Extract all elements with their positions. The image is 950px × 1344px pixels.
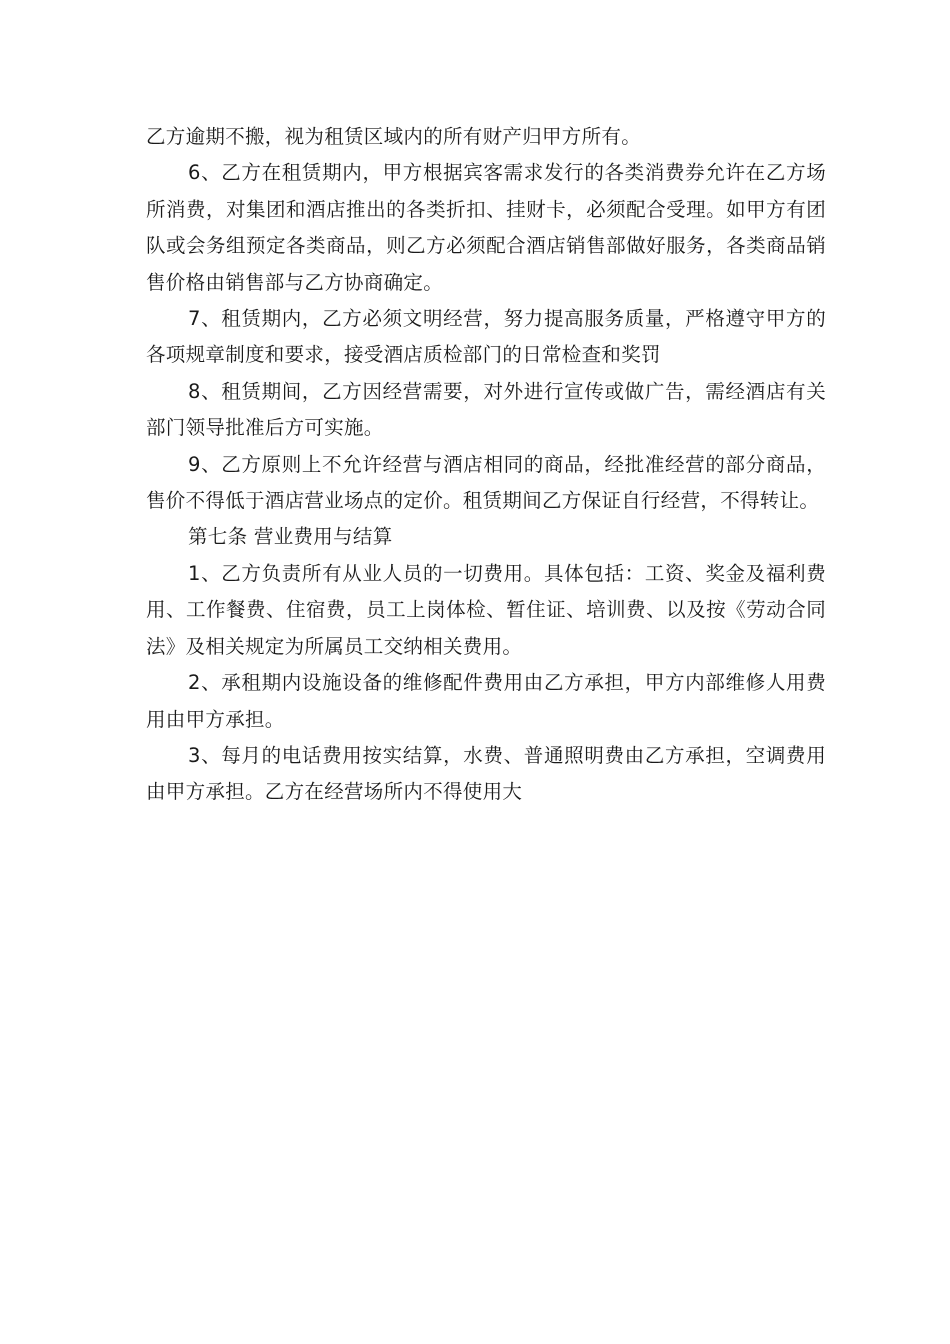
section-heading-article-7: 第七条 营业费用与结算	[188, 525, 393, 549]
paragraph-fee-3: 3、每月的电话费用按实结算，水费、普通照明费由乙方承担，空调费用由甲方承担。乙方在经营场所内不得使用大	[146, 743, 826, 804]
paragraph-fee-2: 2、承租期内设施设备的维修配件费用由乙方承担，甲方内部维修人用费用由甲方承担。	[146, 671, 826, 731]
paragraph-clause-8: 8、租赁期间，乙方因经营需要，对外进行宣传或做广告，需经酒店有关部门领导批准后方可实施。	[146, 379, 826, 440]
paragraph-clause-9: 9、乙方原则上不允许经营与酒店相同的商品，经批准经营的部分商品，售价不得低于酒店营业场点的定价。租赁期间乙方保证自行经营，不得转让。	[146, 452, 826, 513]
paragraph-clause-7: 7、租赁期内，乙方必须文明经营，努力提高服务质量，严格遵守甲方的各项规章制度和要求，接受酒店质检部门的日常检查和奖罚	[146, 307, 826, 367]
paragraph-fee-1: 1、乙方负责所有从业人员的一切费用。具体包括：工资、奖金及福利费用、工作餐费、住宿费，员工上岗体检、暂住证、培训费、以及按《劳动合同法》及相关规定为所属员工交纳相关费用。	[146, 561, 826, 658]
paragraph-continuation: 乙方逾期不搬，视为租赁区域内的所有财产归甲方所有。	[146, 125, 642, 148]
paragraph-clause-6: 6、乙方在租赁期内，甲方根据宾客需求发行的各类消费券允许在乙方场所消费，对集团和酒店推出的各类折扣、挂财卡，必须配合受理。如甲方有团队或会务组预定各类商品，则乙方必须配合酒店销售部做好服务，各类商品销售价格由销售部与乙方协商确定。	[146, 161, 826, 294]
document-body	[146, 119, 826, 811]
